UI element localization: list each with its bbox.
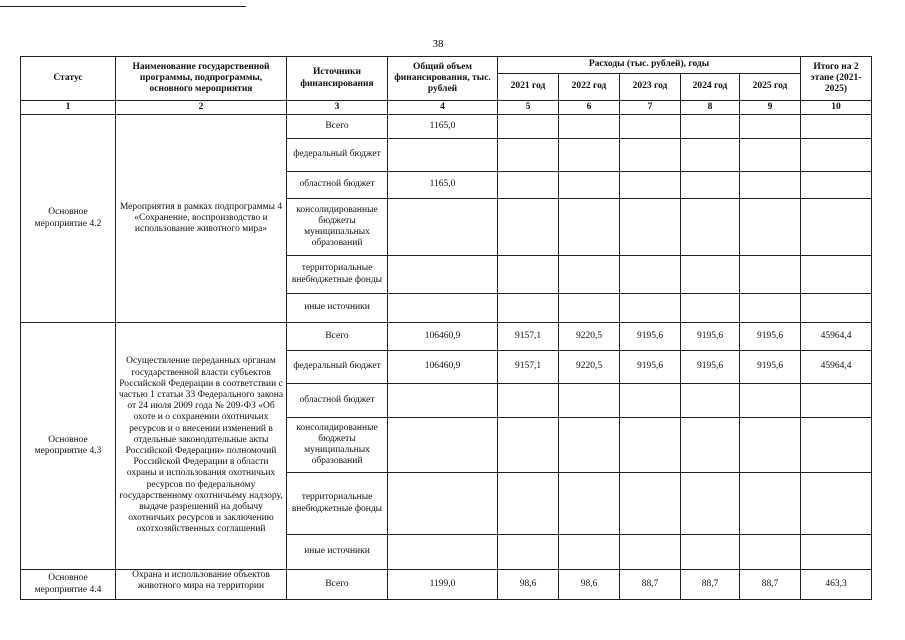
header-expenses: Расходы (тыс. рублей), годы [498,57,801,74]
header-stage-total: Итого на 2 этапе (2021-2025) [801,57,872,101]
funding-source-cell: территориальные внебюджетные фонды [287,256,388,294]
measure-name-cell: Осуществление переданных органам государственной власти субъектов Российской Федерации в соответствии с частью 1 статьи 33 Федерального закона от 24 июля 2009 года № 209-ФЗ «Об охоте и о сохранении охотничьих ресурсов и о внесении изменений в отдельные законодательные акты Российской Федерации» полномочий Российской Федерации в области охраны и использования охотничьих ресурсов по федеральному государственному охотничьему надзору, выдаче разрешений на добычу охотничьих ресурсов и заключению охотхозяйственных соглашений [116,323,287,570]
stage-total-cell: 45964,4 [801,323,872,351]
column-number: 6 [559,101,620,115]
year-value-cell [620,115,681,139]
total-cell [388,139,498,172]
total-cell: 106460,9 [388,323,498,351]
status-cell: Основное мероприятие 4.2 [21,115,116,323]
column-number: 4 [388,101,498,115]
header-year: 2024 год [681,74,740,101]
funding-source-cell: федеральный бюджет [287,139,388,172]
year-value-cell [620,473,681,535]
year-value-cell: 9195,6 [740,323,801,351]
header-year: 2023 год [620,74,681,101]
total-cell: 106460,9 [388,351,498,384]
year-value-cell: 9195,6 [681,323,740,351]
year-value-cell: 9195,6 [740,351,801,384]
header-year: 2021 год [498,74,559,101]
column-number-row [21,101,872,115]
year-value-cell [681,256,740,294]
header-status: Статус [21,57,116,101]
year-value-cell [681,139,740,172]
funding-source-cell: иные источники [287,535,388,570]
year-value-cell [740,418,801,473]
year-value-cell [559,199,620,256]
stage-total-cell [801,139,872,172]
header-total: Общий объем финансирования, тыс. рублей [388,57,498,101]
year-value-cell [559,256,620,294]
table-row [21,570,872,600]
total-cell [388,199,498,256]
year-value-cell [559,535,620,570]
year-value-cell [740,199,801,256]
funding-source-cell: областной бюджет [287,172,388,199]
header-sources: Источники финансирования [287,57,388,101]
column-number: 8 [681,101,740,115]
measure-name-cell: Охрана и использование объектов животного мира на территории [116,570,287,600]
header-year: 2025 год [740,74,801,101]
year-value-cell: 88,7 [740,570,801,600]
total-cell [388,384,498,418]
year-value-cell [681,535,740,570]
funding-source-cell: консолидированные бюджеты муниципальных образований [287,418,388,473]
stage-total-cell [801,418,872,473]
year-value-cell: 98,6 [498,570,559,600]
year-value-cell: 9195,6 [620,351,681,384]
year-value-cell [559,473,620,535]
column-number: 9 [740,101,801,115]
total-cell [388,256,498,294]
stage-total-cell [801,172,872,199]
year-value-cell [559,294,620,323]
year-value-cell [620,418,681,473]
total-cell [388,294,498,323]
year-value-cell [498,418,559,473]
status-cell: Основное мероприятие 4.3 [21,323,116,570]
year-value-cell [559,172,620,199]
year-value-cell [681,172,740,199]
year-value-cell [740,172,801,199]
stage-total-cell [801,115,872,139]
header-name: Наименование государственной программы, подпрограммы, основного мероприятия [116,57,287,101]
year-value-cell: 9195,6 [620,323,681,351]
year-value-cell [740,535,801,570]
year-value-cell: 88,7 [620,570,681,600]
column-number: 7 [620,101,681,115]
year-value-cell [620,139,681,172]
stage-total-cell [801,473,872,535]
year-value-cell: 9195,6 [681,351,740,384]
funding-source-cell: федеральный бюджет [287,351,388,384]
year-value-cell [740,115,801,139]
year-value-cell: 9157,1 [498,351,559,384]
year-value-cell [498,139,559,172]
stage-total-cell [801,256,872,294]
year-value-cell [498,473,559,535]
year-value-cell [681,384,740,418]
year-value-cell: 9220,5 [559,323,620,351]
year-value-cell: 9157,1 [498,323,559,351]
table-row [21,115,872,139]
year-value-cell [559,139,620,172]
stage-total-cell: 463,3 [801,570,872,600]
year-value-cell: 88,7 [681,570,740,600]
column-number: 2 [116,101,287,115]
year-value-cell [740,294,801,323]
total-cell: 1165,0 [388,172,498,199]
year-value-cell [498,384,559,418]
stage-total-cell: 45964,4 [801,351,872,384]
stage-total-cell [801,294,872,323]
funding-source-cell: консолидированные бюджеты муниципальных образований [287,199,388,256]
year-value-cell [681,418,740,473]
financing-table [20,56,872,600]
year-value-cell: 9220,5 [559,351,620,384]
funding-source-cell: территориальные внебюджетные фонды [287,473,388,535]
top-rule [0,0,246,7]
year-value-cell [681,473,740,535]
total-cell [388,535,498,570]
year-value-cell: 98,6 [559,570,620,600]
year-value-cell [498,199,559,256]
stage-total-cell [801,199,872,256]
page-number: 38 [432,38,444,50]
year-value-cell [620,294,681,323]
stage-total-cell [801,535,872,570]
year-value-cell [740,256,801,294]
year-value-cell [620,256,681,294]
year-value-cell [681,115,740,139]
year-value-cell [498,535,559,570]
year-value-cell [559,418,620,473]
year-value-cell [740,473,801,535]
header-year: 2022 год [559,74,620,101]
funding-source-cell: Всего [287,115,388,139]
total-cell [388,418,498,473]
column-number: 3 [287,101,388,115]
year-value-cell [681,199,740,256]
stage-total-cell [801,384,872,418]
column-number: 1 [21,101,116,115]
funding-source-cell: Всего [287,323,388,351]
funding-source-cell: Всего [287,570,388,600]
year-value-cell [740,139,801,172]
status-cell: Основное мероприятие 4.4 [21,570,116,600]
year-value-cell [620,199,681,256]
year-value-cell [559,115,620,139]
total-cell [388,473,498,535]
year-value-cell [498,256,559,294]
funding-source-cell: иные источники [287,294,388,323]
year-value-cell [620,172,681,199]
year-value-cell [620,535,681,570]
year-value-cell [740,384,801,418]
year-value-cell [498,172,559,199]
total-cell: 1165,0 [388,115,498,139]
total-cell: 1199,0 [388,570,498,600]
year-value-cell [498,294,559,323]
column-number: 10 [801,101,872,115]
measure-name-cell: Мероприятия в рамках подпрограммы 4 «Сохранение, воспроизводство и использование животного мира» [116,115,287,323]
year-value-cell [498,115,559,139]
table-row [21,323,872,351]
year-value-cell [620,384,681,418]
year-value-cell [681,294,740,323]
funding-source-cell: областной бюджет [287,384,388,418]
year-value-cell [559,384,620,418]
column-number: 5 [498,101,559,115]
